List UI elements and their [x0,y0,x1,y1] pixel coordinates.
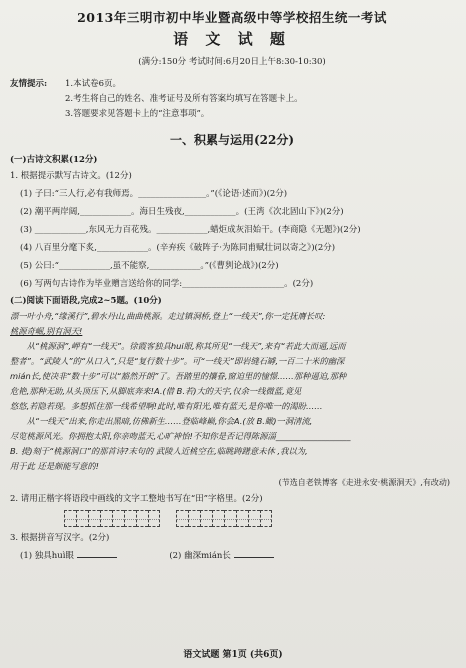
question-2: 2. 请用正楷字将语段中画线的文字工整地书写在“田”字格里。(2分) [10,494,263,504]
passage-line: 从“一线天”出来,你走出黑暗,仿佛新生……登临峰巅,你会A.(放 B.瞰)一洞清流, [26,416,313,426]
grid-group [64,510,160,527]
passage-line: 整者”。“武陵人”的“从口入”,只是“复行数十步”。可“一线天”即岩缝石罅,一百二十米的幽深 [10,356,345,366]
grid-cell[interactable] [124,510,136,527]
grid-cell[interactable] [248,510,260,527]
part1-heading: (一)古诗文积累(12分) [10,155,98,165]
q3-item-2: (2) 幽深mián长 [169,551,231,561]
grid-cell[interactable] [112,510,124,527]
exam-meta: (满分:150分 考试时间:6月20日上午8:30-10:30) [138,57,326,67]
answer-blank[interactable] [77,557,117,558]
q1-item: (1) 子曰:“三人行,必有我师焉。________________。”(《论语·述而》)(2分) [20,189,288,199]
tips-block [10,77,454,122]
part2-heading: (二)阅读下面语段,完成2~5题。(10分) [10,296,162,306]
passage-line: 漂一叶小舟,“缘溪行”,碧水丹山,曲曲桃源。走过镇洞桥,登上“一线天”,你一定抚膺长叹: [10,311,326,321]
q1-item: (3) ____________,东风无力百花残。____________,蜡炬成灰泪始干。(李商隐《无题》)(2分) [20,225,361,235]
grid-cell[interactable] [148,510,160,527]
passage-line: 桃源奇崛,别有洞天! [10,326,83,336]
writing-grid [10,510,454,527]
q1-item: (4) 八百里分麾下炙,____________。(辛弃疾《破阵子·为陈同甫赋壮词以寄之》)(2分) [20,243,336,253]
passage-line: 用于此 还是颇能写意的! [10,461,99,471]
section-title: 一、积累与运用(22分) [169,133,295,147]
q1-item: (6) 写两句古诗作为毕业赠言送给你的同学:________________________。(2分) [20,279,314,289]
passage-source: (节选自老铁博客《走进永安·桃源洞天》,有改动) [278,478,450,487]
tip-line: 2.考生将自己的姓名、准考证号及所有答案均填写在答题卡上。 [65,94,303,104]
grid-cell[interactable] [64,510,76,527]
grid-cell[interactable] [236,510,248,527]
passage-line: B. 提)刻于“桃源洞口”的那首诗?末句的 武陵人近桃空在,临眺踌躇意未休 ,我以为, [10,446,308,456]
grid-cell[interactable] [188,510,200,527]
passage-line: 从“桃源洞”,岬有“一线天”。徐霞客独具hui眼,称其所见“一线天”,来有“若此大而逼,远而 [26,341,346,351]
tips-label: 友情提示: [10,79,48,89]
passage-line: 尽览桃源风光。你拥抱太阳,你亲吻蓝天,心旷神怡!不知你是否记得陈源淄__________________ [10,431,351,441]
question-3: 3. 根据拼音写汉字。(2分) [10,533,110,543]
reading-passage [10,309,454,474]
tip-line: 1.本试卷6页。 [65,79,122,89]
grid-cell[interactable] [136,510,148,527]
subject-title: 语 文 试 题 [173,30,291,48]
question-1: 1. 根据提示默写古诗文。(12分) [10,171,132,181]
q3-item-1: (1) 独具huì眼 [20,551,74,561]
grid-group [176,510,272,527]
grid-cell[interactable] [212,510,224,527]
grid-cell[interactable] [88,510,100,527]
grid-cell[interactable] [100,510,112,527]
grid-cell[interactable] [176,510,188,527]
grid-cell[interactable] [200,510,212,527]
passage-line: 危艳,那种无助,从头顶压下,从脚底奔来!A.(借 B.若)大的天宇,仅余一线微蓝,竟见 [10,386,302,396]
grid-cell[interactable] [76,510,88,527]
passage-line: 悠悠,若隐若现。多想抓住那一线希望啊!此时,唯有阳光,唯有蓝天,是你唯一的渴盼…… [10,401,323,411]
page-footer: 语文试题 第1页 (共6页) [183,650,283,660]
passage-line: mián长,使决非“数十步”可以“豁然开朗”了。吾踏里的攘眷,窗迫里的憧憬……那种逼迫,那种 [10,371,347,381]
q1-item: (2) 潮平两岸阔,____________。海日生残夜,____________。(王湾《次北固山下》)(2分) [20,207,344,217]
q1-item: (5) 公曰:“____________,虽不能察,____________。”(《曹刿论战》)(2分) [20,261,279,271]
grid-cell[interactable] [224,510,236,527]
grid-cell[interactable] [260,510,272,527]
tip-line: 3.答题要求见答题卡上的“注意事项”。 [65,109,210,119]
q3-items [10,549,454,561]
exam-title: 2013年三明市初中毕业暨高级中等学校招生统一考试 [77,10,387,25]
answer-blank[interactable] [234,557,274,558]
